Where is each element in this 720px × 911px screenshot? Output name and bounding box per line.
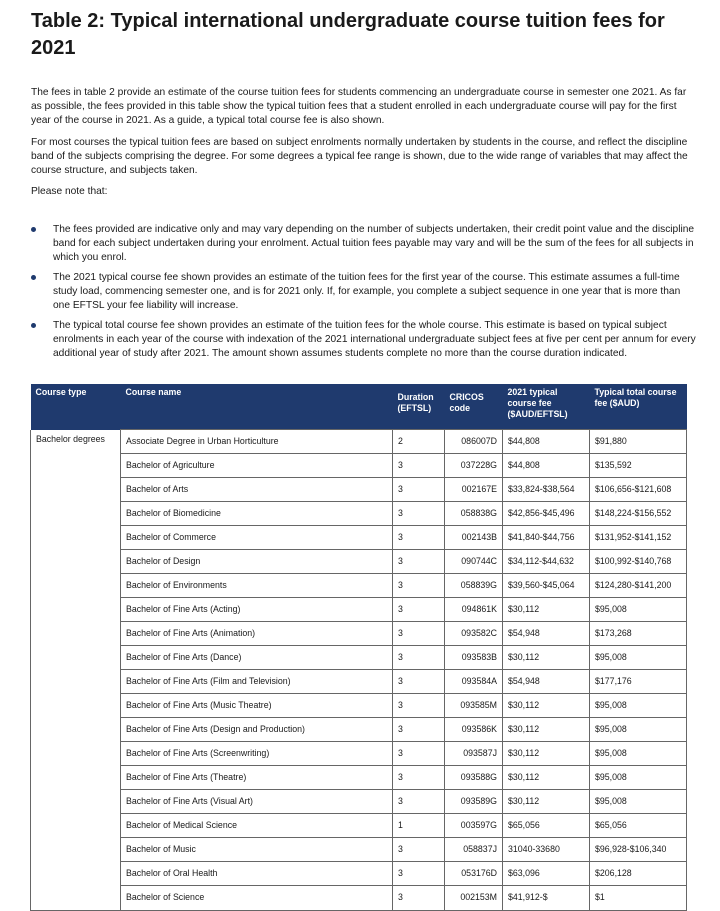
cricos-cell: 053176D — [445, 862, 503, 886]
table-row — [31, 502, 687, 526]
duration-cell: 3 — [393, 718, 445, 742]
cricos-cell: 093589G — [445, 790, 503, 814]
typical-fee-cell: $39,560-$45,064 — [503, 574, 590, 598]
course-name-cell: Bachelor of Medical Science — [121, 814, 393, 838]
duration-cell: 3 — [393, 766, 445, 790]
course-type-cell — [31, 574, 121, 598]
note-item: The fees provided are indicative only and may vary depending on the number of subjects undertaken, their credit point value and the discipline band for each subject undertaken during your enrolment. Actual tuition fees payable may vary and will be the sum of the fees for all subjects in which you enrol. — [31, 223, 697, 265]
duration-cell: 3 — [393, 574, 445, 598]
cricos-cell: 093585M — [445, 694, 503, 718]
table-row — [31, 574, 687, 598]
total-fee-cell: $135,592 — [590, 454, 687, 478]
course-name-cell: Bachelor of Design — [121, 550, 393, 574]
total-fee-cell: $95,008 — [590, 790, 687, 814]
cricos-cell: 086007D — [445, 430, 503, 454]
cricos-cell: 058837J — [445, 838, 503, 862]
cricos-cell: 037228G — [445, 454, 503, 478]
table-row — [31, 790, 687, 814]
table-row — [31, 598, 687, 622]
table-row — [31, 526, 687, 550]
duration-cell: 3 — [393, 622, 445, 646]
course-name-cell: Bachelor of Arts — [121, 478, 393, 502]
header-typical-fee: 2021 typical course fee ($AUD/EFTSL) — [503, 384, 590, 430]
course-type-cell — [31, 694, 121, 718]
table-row — [31, 694, 687, 718]
course-name-cell: Bachelor of Fine Arts (Animation) — [121, 622, 393, 646]
duration-cell: 3 — [393, 790, 445, 814]
course-type-cell — [31, 814, 121, 838]
cricos-cell: 058838G — [445, 502, 503, 526]
duration-cell: 3 — [393, 454, 445, 478]
course-name-cell: Bachelor of Fine Arts (Theatre) — [121, 766, 393, 790]
duration-cell: 3 — [393, 838, 445, 862]
total-fee-cell: $100,992-$140,768 — [590, 550, 687, 574]
cricos-cell: 093587J — [445, 742, 503, 766]
header-cricos: CRICOS code — [445, 384, 503, 430]
table-row — [31, 766, 687, 790]
cricos-cell: 002143B — [445, 526, 503, 550]
course-type-cell — [31, 838, 121, 862]
table-header-row — [31, 384, 687, 430]
course-name-cell: Bachelor of Fine Arts (Design and Production) — [121, 718, 393, 742]
table-row — [31, 886, 687, 911]
typical-fee-cell: $30,112 — [503, 718, 590, 742]
total-fee-cell: $124,280-$141,200 — [590, 574, 687, 598]
cricos-cell: 093584A — [445, 670, 503, 694]
page-title: Table 2: Typical international undergraduate course tuition fees for 2021 — [31, 10, 665, 59]
typical-fee-cell: $41,840-$44,756 — [503, 526, 590, 550]
table-row — [31, 838, 687, 862]
typical-fee-cell: $30,112 — [503, 646, 590, 670]
typical-fee-cell: $41,912-$ — [503, 886, 590, 911]
duration-cell: 3 — [393, 886, 445, 911]
duration-cell: 3 — [393, 742, 445, 766]
duration-cell: 2 — [393, 430, 445, 454]
course-name-cell: Bachelor of Oral Health — [121, 862, 393, 886]
table-row — [31, 646, 687, 670]
total-fee-cell: $95,008 — [590, 694, 687, 718]
total-fee-cell: $131,952-$141,152 — [590, 526, 687, 550]
cricos-cell: 002167E — [445, 478, 503, 502]
cricos-cell: 094861K — [445, 598, 503, 622]
duration-cell: 3 — [393, 526, 445, 550]
total-fee-cell: $95,008 — [590, 766, 687, 790]
course-type-cell — [31, 670, 121, 694]
typical-fee-cell: $30,112 — [503, 790, 590, 814]
total-fee-cell: $95,008 — [590, 742, 687, 766]
table-row — [31, 550, 687, 574]
duration-cell: 3 — [393, 646, 445, 670]
cricos-cell: 093586K — [445, 718, 503, 742]
duration-cell: 3 — [393, 550, 445, 574]
course-name-cell: Bachelor of Music — [121, 838, 393, 862]
cricos-cell: 058839G — [445, 574, 503, 598]
total-fee-cell: $95,008 — [590, 646, 687, 670]
course-type-cell — [31, 454, 121, 478]
cricos-cell: 093583B — [445, 646, 503, 670]
course-name-cell: Bachelor of Fine Arts (Screenwriting) — [121, 742, 393, 766]
typical-fee-cell: $44,808 — [503, 454, 590, 478]
header-duration: Duration (EFTSL) — [393, 384, 445, 430]
duration-cell: 3 — [393, 862, 445, 886]
header-course-type: Course type — [31, 384, 121, 430]
cricos-cell: 003597G — [445, 814, 503, 838]
table-row — [31, 478, 687, 502]
duration-cell: 3 — [393, 670, 445, 694]
note-lead: Please note that: — [31, 186, 108, 197]
course-name-cell: Bachelor of Biomedicine — [121, 502, 393, 526]
typical-fee-cell: $34,112-$44,632 — [503, 550, 590, 574]
course-type-cell — [31, 742, 121, 766]
note-item: The typical total course fee shown provides an estimate of the tuition fees for the whole course. This estimate is based on typical subject enrolments in each year of the course with indexation of the 2021 international undergraduate subject fees at five per cent per annum for every additional year of study after 2021. The amount shown assumes students complete no more than the course duration indicated. — [31, 319, 697, 361]
total-fee-cell: $106,656-$121,608 — [590, 478, 687, 502]
notes-list — [31, 223, 697, 367]
course-name-cell: Bachelor of Fine Arts (Dance) — [121, 646, 393, 670]
course-type-cell — [31, 550, 121, 574]
total-fee-cell: $177,176 — [590, 670, 687, 694]
fees-table — [30, 384, 687, 911]
table-row — [31, 454, 687, 478]
typical-fee-cell: 31040-33680 — [503, 838, 590, 862]
total-fee-cell: $91,880 — [590, 430, 687, 454]
total-fee-cell: $206,128 — [590, 862, 687, 886]
course-name-cell: Bachelor of Fine Arts (Acting) — [121, 598, 393, 622]
table-row — [31, 622, 687, 646]
bullet-icon — [31, 275, 36, 280]
duration-cell: 3 — [393, 502, 445, 526]
total-fee-cell: $65,056 — [590, 814, 687, 838]
table-row — [31, 430, 687, 454]
course-name-cell: Bachelor of Fine Arts (Visual Art) — [121, 790, 393, 814]
typical-fee-cell: $42,856-$45,496 — [503, 502, 590, 526]
course-name-cell: Bachelor of Science — [121, 886, 393, 911]
course-type-cell — [31, 790, 121, 814]
course-name-cell: Bachelor of Fine Arts (Music Theatre) — [121, 694, 393, 718]
typical-fee-cell: $44,808 — [503, 430, 590, 454]
typical-fee-cell: $30,112 — [503, 694, 590, 718]
course-type-cell — [31, 502, 121, 526]
typical-fee-cell: $54,948 — [503, 670, 590, 694]
cricos-cell: 093588G — [445, 766, 503, 790]
total-fee-cell: $95,008 — [590, 598, 687, 622]
table-row — [31, 742, 687, 766]
typical-fee-cell: $54,948 — [503, 622, 590, 646]
typical-fee-cell: $63,096 — [503, 862, 590, 886]
cricos-cell: 093582C — [445, 622, 503, 646]
course-type-cell — [31, 862, 121, 886]
typical-fee-cell: $65,056 — [503, 814, 590, 838]
total-fee-cell: $96,928-$106,340 — [590, 838, 687, 862]
table-row — [31, 862, 687, 886]
course-type-cell: Bachelor degrees — [31, 430, 121, 454]
bullet-icon — [31, 227, 36, 232]
table-row — [31, 814, 687, 838]
header-course-name: Course name — [121, 384, 393, 430]
total-fee-cell: $95,008 — [590, 718, 687, 742]
table-row — [31, 670, 687, 694]
bullet-icon — [31, 323, 36, 328]
duration-cell: 3 — [393, 478, 445, 502]
typical-fee-cell: $30,112 — [503, 766, 590, 790]
course-type-cell — [31, 766, 121, 790]
course-type-cell — [31, 718, 121, 742]
typical-fee-cell: $33,824-$38,564 — [503, 478, 590, 502]
course-name-cell: Bachelor of Commerce — [121, 526, 393, 550]
cricos-cell: 090744C — [445, 550, 503, 574]
duration-cell: 3 — [393, 598, 445, 622]
header-total-fee: Typical total course fee ($AUD) — [590, 384, 687, 430]
table-row — [31, 718, 687, 742]
typical-fee-cell: $30,112 — [503, 598, 590, 622]
fee-basis-paragraph: For most courses the typical tuition fees are based on subject enrolments normally undertaken by students in the course, and reflect the discipline band of the subjects comprising the degree. For some degrees a typical fee range is shown, due to the wide range of variables that may affect the course structure, and subjects taken. — [31, 137, 688, 176]
course-type-cell — [31, 526, 121, 550]
total-fee-cell: $148,224-$156,552 — [590, 502, 687, 526]
course-name-cell: Bachelor of Fine Arts (Film and Television) — [121, 670, 393, 694]
note-item: The 2021 typical course fee shown provides an estimate of the tuition fees for the first year of the course. This estimate assumes a full-time study load, commencing semester one, and is for 2021 only. If, for example, you complete a subject sequence in one year that is more than one EFTSL your fee liability will increase. — [31, 271, 697, 313]
course-name-cell: Associate Degree in Urban Horticulture — [121, 430, 393, 454]
duration-cell: 3 — [393, 694, 445, 718]
course-type-cell — [31, 886, 121, 911]
total-fee-cell: $173,268 — [590, 622, 687, 646]
course-type-cell — [31, 598, 121, 622]
total-fee-cell: $1 — [590, 886, 687, 911]
course-name-cell: Bachelor of Environments — [121, 574, 393, 598]
course-type-cell — [31, 646, 121, 670]
course-type-cell — [31, 622, 121, 646]
duration-cell: 1 — [393, 814, 445, 838]
course-name-cell: Bachelor of Agriculture — [121, 454, 393, 478]
cricos-cell: 002153M — [445, 886, 503, 911]
course-type-cell — [31, 478, 121, 502]
typical-fee-cell: $30,112 — [503, 742, 590, 766]
intro-paragraph: The fees in table 2 provide an estimate of the course tuition fees for students commencing an undergraduate course in semester one 2021. As far as possible, the fees provided in this table show the typical tuition fees that a student enrolled in each undergraduate course will pay for the first year of the course in 2021. As a guide, a typical total course fee is also shown. — [31, 87, 687, 126]
